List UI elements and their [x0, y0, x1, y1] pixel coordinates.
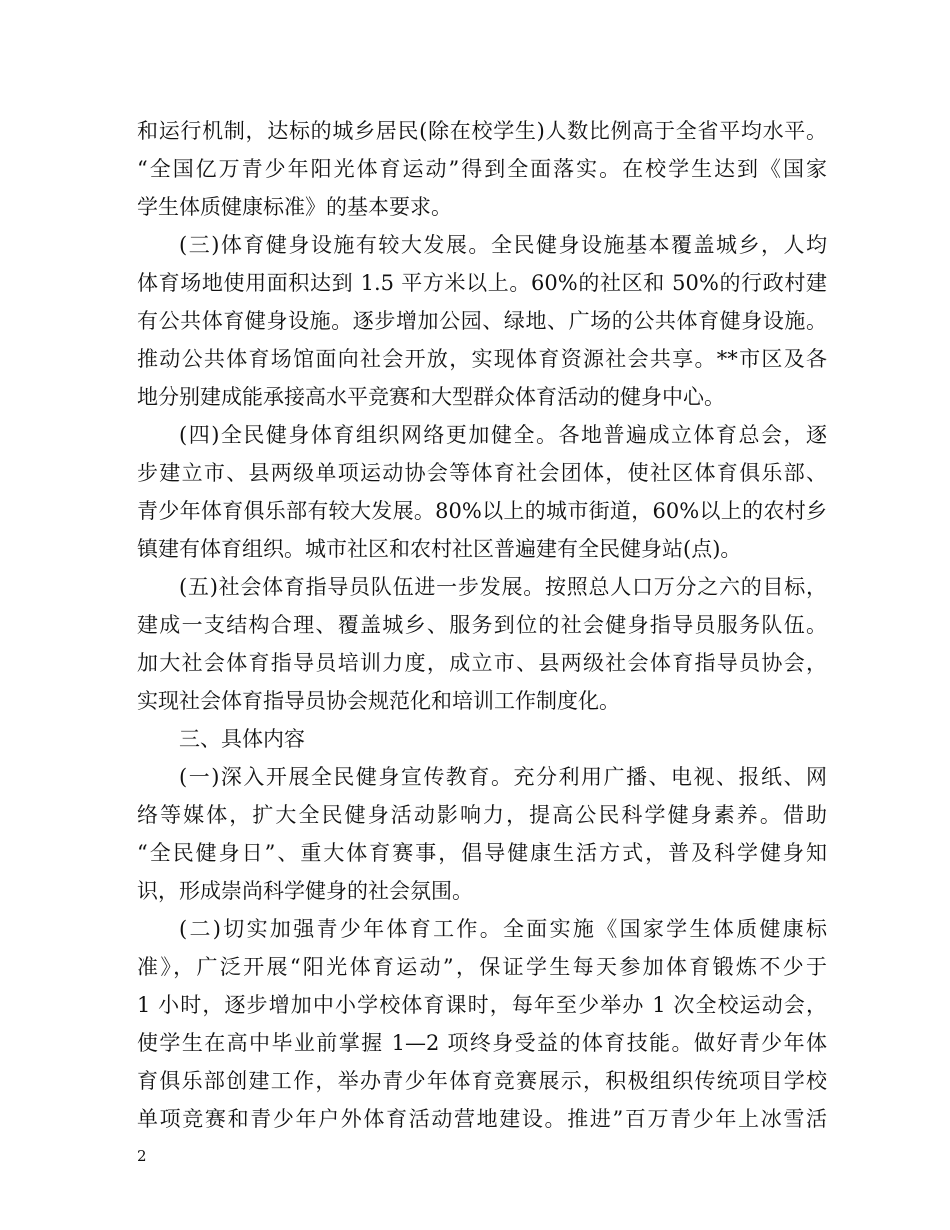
text-line: (二)切实加强青少年体育工作。全面实施《国家学生体质健康标: [179, 917, 827, 941]
page-number: 2: [137, 1147, 147, 1165]
text-line: (一)深入开展全民健身宣传教育。充分利用广播、电视、报纸、网: [179, 765, 827, 789]
text-line: 推动公共体育场馆面向社会开放，实现体育资源社会共享。**市区及各: [137, 347, 827, 371]
text-line: 有公共体育健身设施。逐步增加公园、绿地、广场的公共体育健身设施。: [137, 309, 827, 333]
text-line: 络等媒体，扩大全民健身活动影响力，提高公民科学健身素养。借助: [137, 803, 827, 827]
text-line: 育俱乐部创建工作，举办青少年体育竞赛展示，积极组织传统项目学校: [137, 1069, 827, 1093]
text-line: 1 小时，逐步增加中小学校体育课时，每年至少举办 1 次全校运动会，: [137, 993, 827, 1017]
text-line: 和运行机制，达标的城乡居民(除在校学生)人数比例高于全省平均水平。: [137, 119, 827, 143]
text-line: 建成一支结构合理、覆盖城乡、服务到位的社会健身指导员服务队伍。: [137, 613, 827, 637]
text-line: 加大社会体育指导员培训力度，成立市、县两级社会体育指导员协会，: [137, 651, 827, 675]
text-line: 使学生在高中毕业前掌握 1—2 项终身受益的体育技能。做好青少年体: [137, 1031, 827, 1055]
text-line: 体育场地使用面积达到 1.5 平方米以上。60%的社区和 50%的行政村建: [137, 271, 827, 295]
text-line: 步建立市、县两级单项运动协会等体育社会团体，使社区体育俱乐部、: [137, 461, 827, 485]
text-line: 学生体质健康标准》的基本要求。: [137, 195, 452, 219]
text-line: 三、具体内容: [179, 727, 305, 751]
text-line: 准》，广泛开展“阳光体育运动”，保证学生每天参加体育锻炼不少于: [137, 955, 827, 979]
text-line: “全民健身日”、重大体育赛事，倡导健康生活方式，普及科学健身知: [137, 841, 827, 865]
text-line: “全国亿万青少年阳光体育运动”得到全面落实。在校学生达到《国家: [137, 157, 827, 181]
text-line: (四)全民健身体育组织网络更加健全。各地普遍成立体育总会，逐: [179, 423, 827, 447]
text-line: 单项竞赛和青少年户外体育活动营地建设。推进”百万青少年上冰雪活: [137, 1107, 827, 1131]
text-line: 实现社会体育指导员协会规范化和培训工作制度化。: [137, 689, 620, 713]
text-line: (三)体育健身设施有较大发展。全民健身设施基本覆盖城乡，人均: [179, 233, 827, 257]
document-body: [137, 112, 827, 1138]
text-line: (五)社会体育指导员队伍进一步发展。按照总人口万分之六的目标，: [179, 575, 827, 599]
text-line: 青少年体育俱乐部有较大发展。80%以上的城市街道，60%以上的农村乡: [137, 499, 827, 523]
text-line: 镇建有体育组织。城市社区和农村社区普遍建有全民健身站(点)。: [137, 537, 742, 561]
text-line: 识，形成崇尚科学健身的社会氛围。: [137, 879, 473, 903]
text-line: 地分别建成能承接高水平竞赛和大型群众体育活动的健身中心。: [137, 385, 725, 409]
